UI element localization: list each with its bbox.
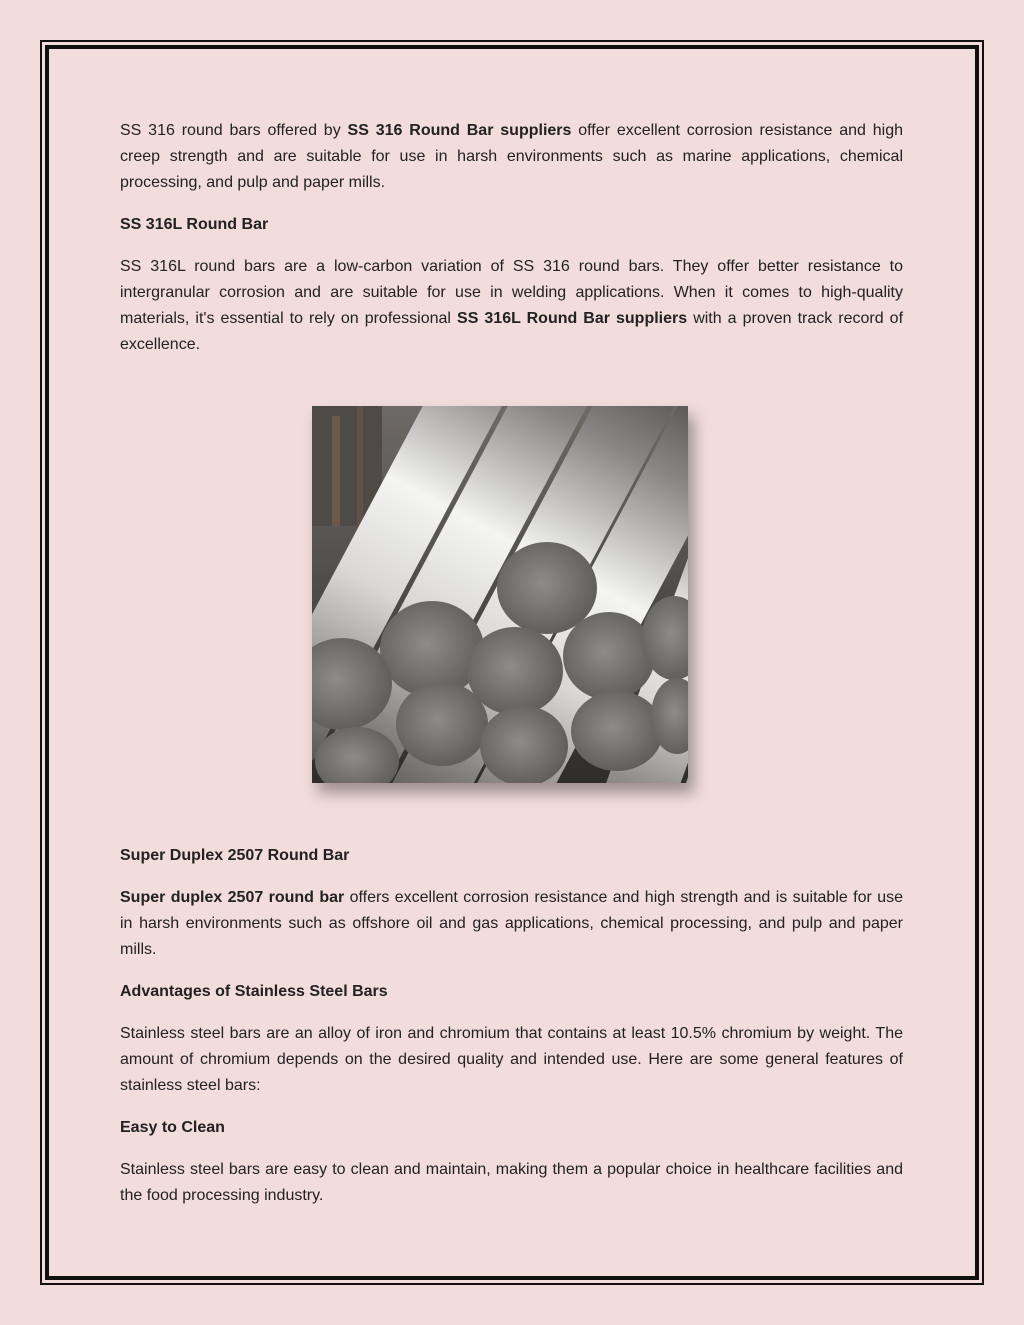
easy-to-clean-paragraph: Stainless steel bars are easy to clean and maintain, making them a popular choice in healthcare facilities and the food processing industry. — [120, 1161, 903, 1204]
super-duplex-text: offers excellent corrosion resistance and high strength and is suitable for use in harsh environments such as offshore oil and gas applications, chemical processing, and pulp and paper mills. — [120, 889, 903, 958]
heading-super-duplex-2507: Super Duplex 2507 Round Bar — [120, 847, 350, 864]
super-duplex-paragraph — [120, 885, 903, 963]
intro-text-end: offer excellent corrosion resistance and high creep strength and are suitable for use in harsh environments such as marine applications, chemical processing, and pulp and paper mills. — [120, 122, 903, 191]
advantages-paragraph: Stainless steel bars are an alloy of iron and chromium that contains at least 10.5% chromium by weight. The amount of chromium depends on the desired quality and intended use. Here are some general features of stainless steel bars: — [120, 1025, 903, 1094]
ss316l-text-end: with a proven track record of excellence. — [120, 310, 904, 353]
heading-easy-to-clean: Easy to Clean — [120, 1119, 225, 1136]
heading-ss316l: SS 316L Round Bar — [120, 216, 269, 233]
ss316l-text-start: SS 316L round bars are a low-carbon variation of SS 316 round bars. They offer better resistance to intergranular corrosion and are suitable for use in welding applications. When it comes to high-quality materials, it's essential to rely on professional — [120, 258, 903, 327]
intro-text-start: SS 316 round bars offered by — [120, 122, 348, 139]
document-content — [120, 118, 903, 1209]
ss316l-suppliers-link[interactable]: SS 316L Round Bar suppliers — [457, 310, 688, 327]
super-duplex-2507-link[interactable]: Super duplex 2507 round bar — [120, 889, 345, 906]
heading-advantages: Advantages of Stainless Steel Bars — [120, 983, 388, 1000]
ss316-suppliers-link[interactable]: SS 316 Round Bar suppliers — [347, 122, 572, 139]
intro-paragraph — [120, 118, 903, 196]
round-bars-photo — [312, 406, 688, 783]
stainless-steel-round-bars-icon — [312, 406, 688, 783]
ss316l-paragraph — [120, 254, 903, 358]
